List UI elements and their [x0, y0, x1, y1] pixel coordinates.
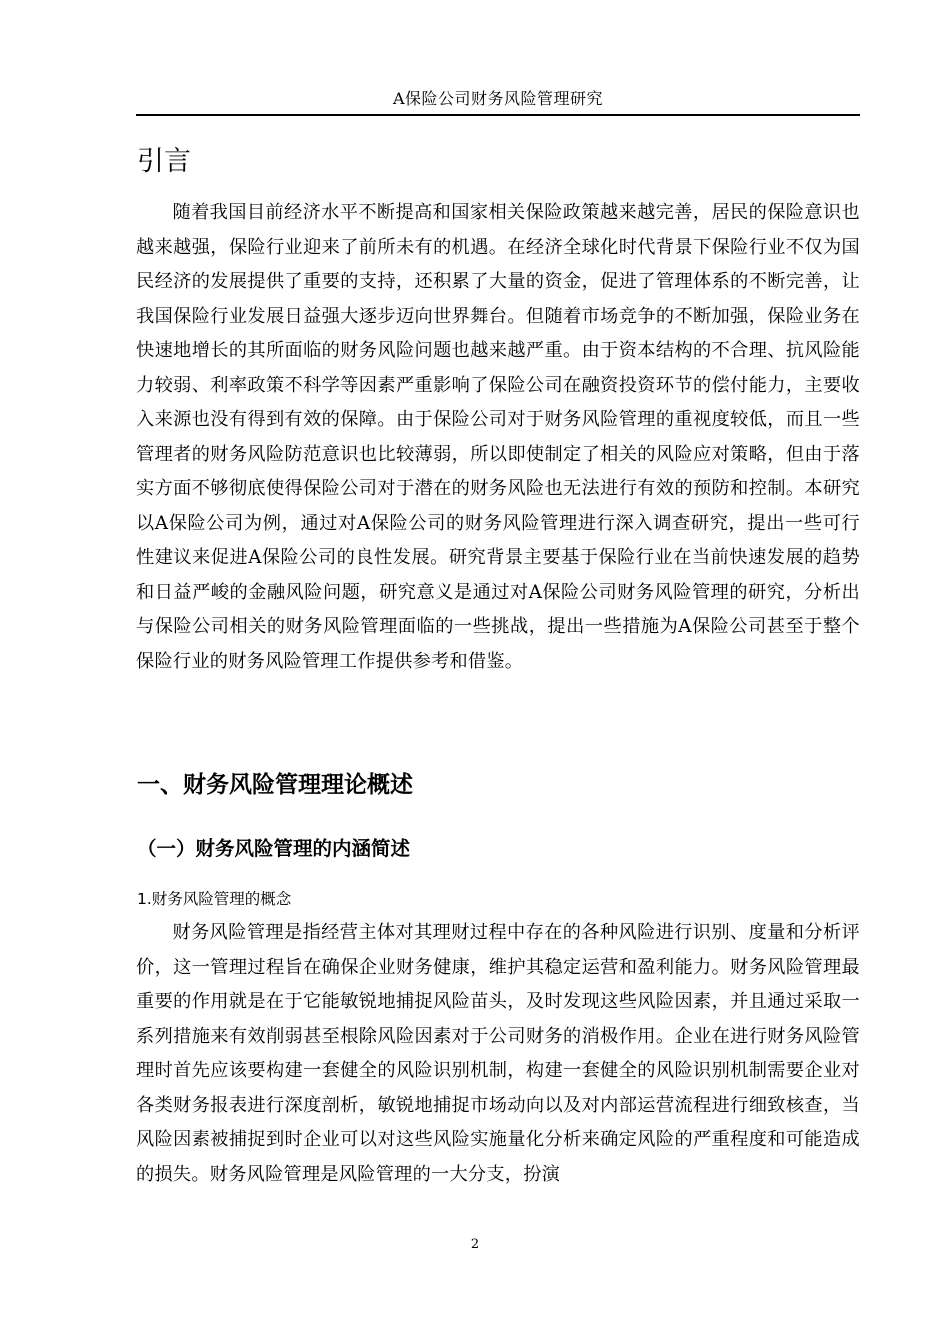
subsection-heading: （一）财务风险管理的内涵简述: [137, 837, 411, 860]
running-header-title: A保险公司财务风险管理研究: [392, 89, 604, 108]
intro-paragraph: 随着我国目前经济水平不断提高和国家相关保险政策越来越完善，居民的保险意识也越来越强，保险行业迎来了前所未有的机遇。在经济全球化时代背景下保险行业不仅为国民经济的发展提供了重要的支持，还积累了大量的资金，促进了管理体系的不断完善，让我国保险行业发展日益强大逐步迈向世界舞台。但随着市场竞争的不断加强，保险业务在快速地增长的其所面临的财务风险问题也越来越严重。由于资本结构的不合理、抗风险能力较弱、利率政策不科学等因素严重影响了保险公司在融资投资环节的偿付能力，主要收入来源也没有得到有效的保障。由于保险公司对于财务风险管理的重视度较低，而且一些管理者的财务风险防范意识也比较薄弱，所以即使制定了相关的风险应对策略，但由于落实方面不够彻底使得保险公司对于潜在的财务风险也无法进行有效的预防和控制。本研究以A保险公司为例，通过对A保险公司的财务风险管理进行深入调查研究，提出一些可行性建议来促进A保险公司的良性发展。研究背景主要基于保险行业在当前快速发展的趋势和日益严峻的金融风险问题，研究意义是通过对A保险公司财务风险管理的研究，分析出与保险公司相关的财务风险管理面临的一些挑战，提出一些措施为A保险公司甚至于整个保险行业的财务风险管理工作提供参考和借鉴。: [136, 202, 860, 672]
body-paragraph: 财务风险管理是指经营主体对其理财过程中存在的各种风险进行识别、度量和分析评价，这一管理过程旨在确保企业财务健康，维护其稳定运营和盈利能力。财务风险管理最重要的作用就是在于它能敏锐地捕捉风险苗头，及时发现这些风险因素，并且通过采取一系列措施来有效削弱甚至根除风险因素对于公司财务的消极作用。企业在进行财务风险管理时首先应该要构建一套健全的风险识别机制，构建一套健全的风险识别机制需要企业对各类财务报表进行深度剖析，敏锐地捕捉市场动向以及对内部运营流程进行细致核查，当风险因素被捕捉到时企业可以对这些风险实施量化分析来确定风险的严重程度和可能造成的损失。财务风险管理是风险管理的一大分支，扮演: [136, 922, 860, 1185]
section-heading: 一、财务风险管理理论概述: [137, 772, 413, 798]
header-divider: [136, 114, 860, 116]
page-number: 2: [470, 1237, 480, 1252]
item-heading: 1.财务风险管理的概念: [137, 890, 292, 908]
intro-heading: 引言: [137, 146, 191, 177]
